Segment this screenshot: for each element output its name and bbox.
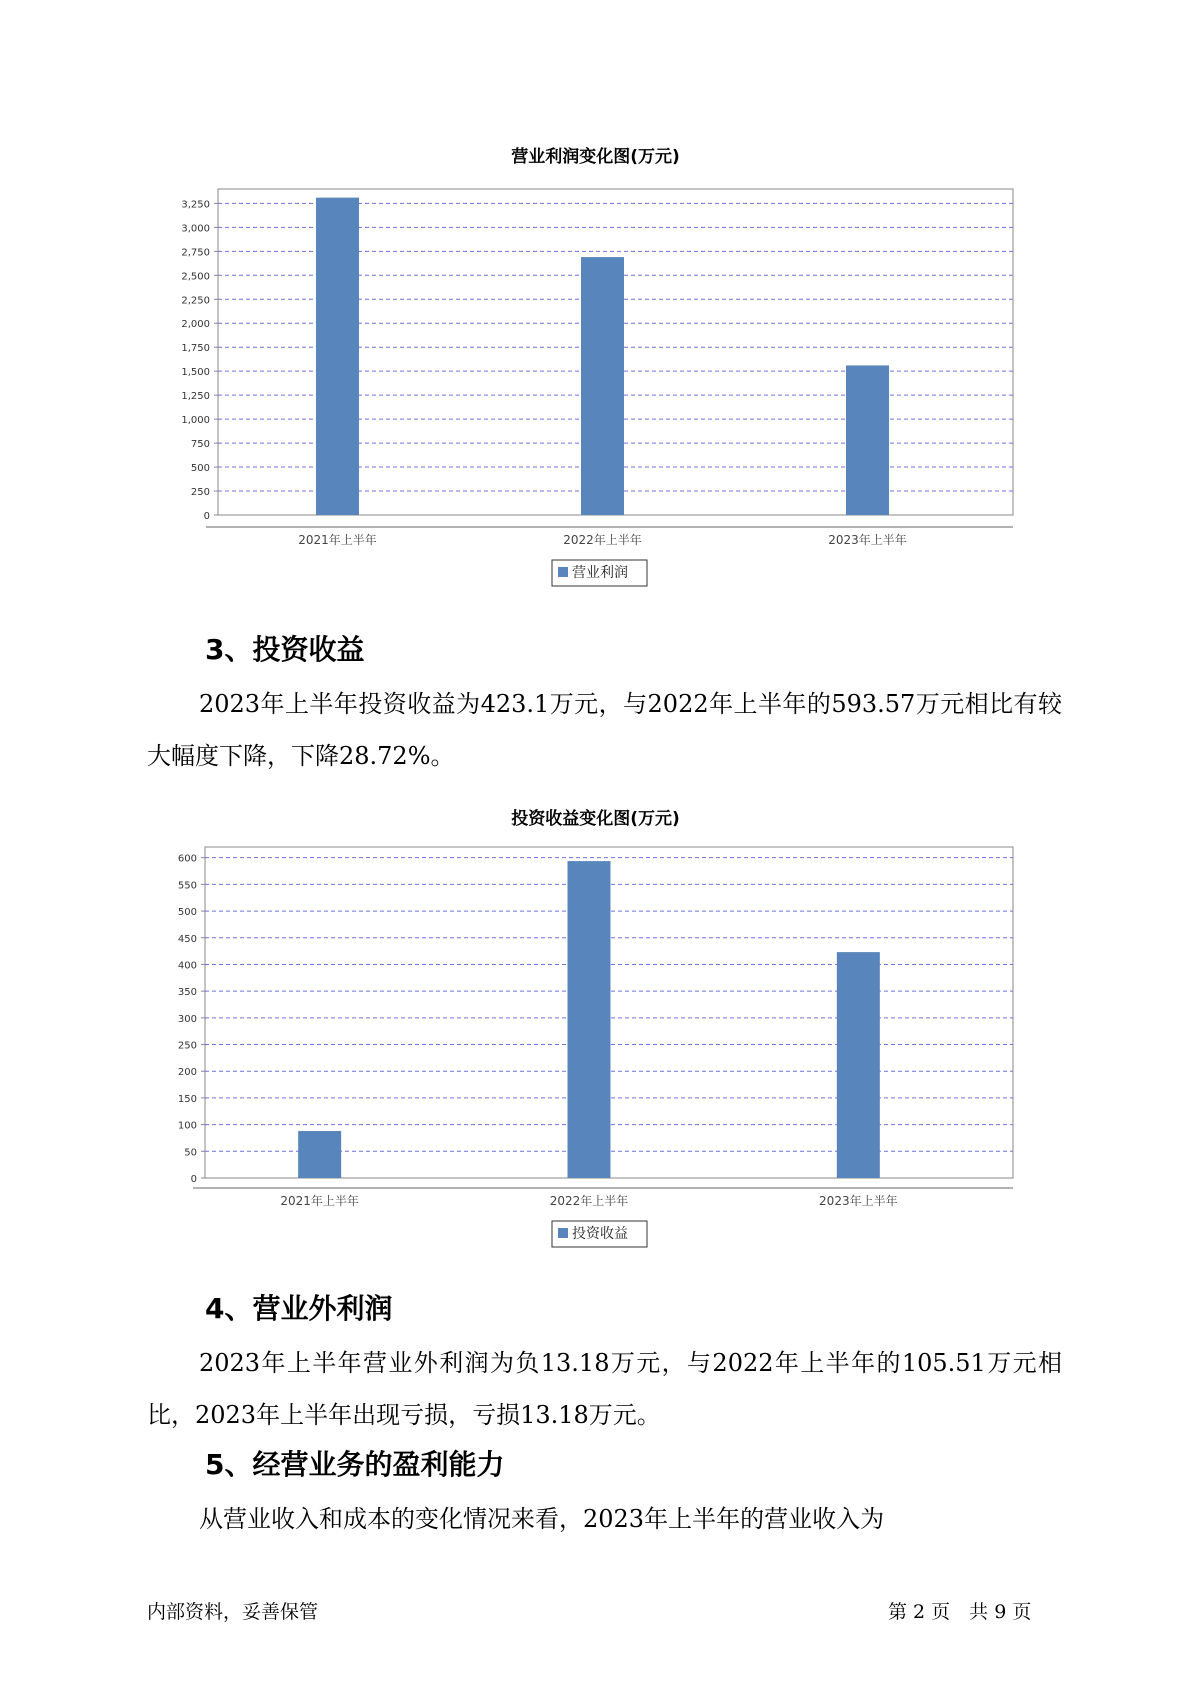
chart1-y-tick-label: 2,000 bbox=[181, 319, 210, 331]
chart2-x-tick-label: 2021年上半年 bbox=[280, 1194, 359, 1208]
section-5-paragraph bbox=[147, 1493, 1062, 1545]
chart2-title: 投资收益变化图(万元) bbox=[511, 809, 680, 829]
chart1-y-tick-label: 3,000 bbox=[181, 223, 210, 235]
section-4-heading: 4、营业外利润 bbox=[205, 1292, 393, 1325]
chart2-y-tick-label: 400 bbox=[177, 960, 197, 972]
chart2-y-tick-label: 450 bbox=[177, 933, 197, 945]
chart2-y-tick-label: 300 bbox=[177, 1013, 197, 1025]
investment-income-chart bbox=[0, 835, 1191, 1255]
section-3-text: 2023年上半年投资收益为423.1万元，与2022年上半年的593.57万元相比有较大幅度下降，下降28.72%。 bbox=[147, 690, 1062, 770]
chart1-y-tick-label: 750 bbox=[190, 439, 210, 451]
chart1-y-tick-label: 1,500 bbox=[181, 367, 210, 379]
chart2-y-tick-label: 550 bbox=[177, 880, 197, 892]
chart2-x-tick-label: 2023年上半年 bbox=[819, 1194, 898, 1208]
section-3-paragraph bbox=[147, 678, 1062, 782]
chart1-y-tick-label: 1,750 bbox=[181, 343, 210, 355]
chart1-x-tick-label: 2022年上半年 bbox=[563, 533, 642, 547]
chart2-y-tick-label: 200 bbox=[177, 1067, 197, 1079]
footer-page-number: 第 2 页 共 9 页 bbox=[888, 1601, 1032, 1623]
chart1-y-tick-label: 2,500 bbox=[181, 271, 210, 283]
chart1-y-tick-label: 500 bbox=[190, 463, 210, 475]
chart1-y-tick-label: 2,250 bbox=[181, 295, 210, 307]
chart2-y-tick-label: 100 bbox=[177, 1120, 197, 1132]
chart1-bar bbox=[581, 257, 624, 515]
chart1-bar bbox=[846, 365, 889, 515]
chart2-y-tick-label: 600 bbox=[177, 853, 197, 865]
chart2-y-tick-label: 150 bbox=[177, 1093, 197, 1105]
section-4-text: 2023年上半年营业外利润为负13.18万元，与2022年上半年的105.51万元相比，2023年上半年出现亏损，亏损13.18万元。 bbox=[147, 1349, 1062, 1429]
chart1-y-tick-label: 1,000 bbox=[181, 415, 210, 427]
footer-confidential: 内部资料，妥善保管 bbox=[147, 1601, 319, 1623]
chart2-y-tick-label: 50 bbox=[184, 1147, 197, 1159]
chart1-title: 营业利润变化图(万元) bbox=[511, 147, 680, 167]
chart2-legend-swatch bbox=[558, 1228, 568, 1238]
chart1-x-tick-label: 2021年上半年 bbox=[298, 533, 377, 547]
chart2-bar bbox=[568, 861, 611, 1178]
chart2-y-tick-label: 250 bbox=[177, 1040, 197, 1052]
chart1-y-tick-label: 250 bbox=[190, 487, 210, 499]
chart2-legend-label: 投资收益 bbox=[572, 1226, 628, 1242]
section-3-heading: 3、投资收益 bbox=[205, 633, 365, 666]
section-5-heading: 5、经营业务的盈利能力 bbox=[205, 1448, 505, 1481]
operating-profit-chart bbox=[0, 175, 1191, 595]
chart1-y-tick-label: 1,250 bbox=[181, 391, 210, 403]
chart2-bar bbox=[298, 1131, 341, 1178]
section-5-text: 从营业收入和成本的变化情况来看，2023年上半年的营业收入为 bbox=[199, 1505, 885, 1533]
chart2-y-tick-label: 0 bbox=[190, 1174, 197, 1185]
chart1-legend-label: 营业利润 bbox=[572, 565, 628, 581]
chart1-y-tick-label: 3,250 bbox=[181, 199, 210, 211]
chart1-bar bbox=[316, 198, 359, 515]
chart1-y-tick-label: 0 bbox=[203, 511, 210, 522]
chart1-x-tick-label: 2023年上半年 bbox=[828, 533, 907, 547]
chart1-legend-swatch bbox=[558, 567, 568, 577]
chart1-y-tick-label: 2,750 bbox=[181, 247, 210, 259]
section-4-paragraph bbox=[147, 1337, 1062, 1441]
chart2-y-tick-label: 500 bbox=[177, 907, 197, 919]
chart2-bar bbox=[837, 952, 880, 1178]
chart2-x-tick-label: 2022年上半年 bbox=[549, 1194, 629, 1208]
chart2-y-tick-label: 350 bbox=[177, 987, 197, 999]
